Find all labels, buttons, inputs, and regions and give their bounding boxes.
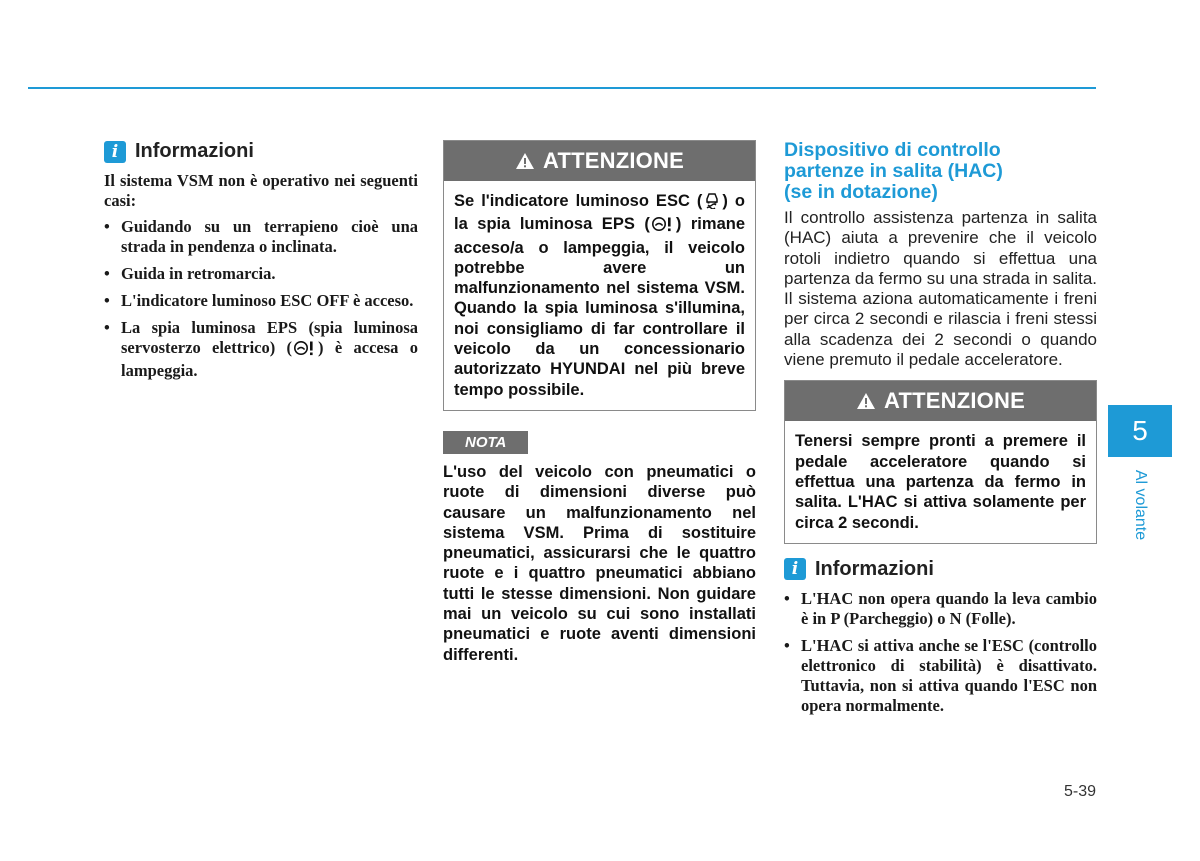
list-item: • L'indicatore luminoso ESC OFF è acceso. [104, 291, 418, 311]
nota-text: L'uso del veicolo con pneumatici o ruote di dimensioni diverse può causare un malfunzionamento nel sistema VSM. Prima di sostituire pneumatici, assicurarsi che le quattro ruote e i quattro pneumatici abbiano tutti le stesse dimensioni. Non guidare mai un veicolo su cui sono installati pneumatici e ruote aventi dimensioni differenti. [443, 462, 756, 664]
hac-description: Il controllo assistenza partenza in salita (HAC) aiuta a prevenire che il veicolo rotoli indietro quando si effettua una partenza da fermo su una strada in salita. Il sistema aziona automaticamente i freni per circa 2 secondi e rilascia i freni stessi alla scadenza dei 2 secondi o quando viene premuto il pedale acceleratore. [784, 208, 1097, 370]
warning-text-part: Se l'indicatore luminoso ESC ( [454, 192, 703, 210]
section-title [784, 140, 1097, 203]
page-number: 5-39 [1063, 783, 1096, 800]
title-line: (se in dotazione) [784, 181, 938, 203]
info-icon: i [784, 558, 806, 580]
warning-header [444, 141, 755, 181]
list-item-text-b: ) è accesa o lampeggia. [121, 338, 418, 380]
list-item-text-a: La spia luminosa EPS (spia luminosa servosterzo elettrico) ( [121, 318, 418, 357]
chapter-number-tab: 5 [1108, 405, 1172, 457]
list-item: • L'HAC si attiva anche se l'ESC (controllo elettronico di stabilità) è disattivato. Tuttavia, non si attiva quando l'ESC non opera normalmente. [784, 636, 1097, 716]
chapter-label: Al volante [1132, 469, 1149, 541]
warning-triangle-icon [515, 152, 535, 170]
warning-title: ATTENZIONE [543, 148, 684, 173]
middle-column [443, 140, 756, 665]
warning-text: Tenersi sempre pronti a premere il pedale acceleratore quando si effettua una partenza da fermo in salita. L'HAC si attiva solamente per circa 2 secondi. [795, 432, 1086, 532]
warning-box [784, 380, 1097, 543]
nota-label: NOTA [443, 431, 528, 454]
info-icon: i [104, 141, 126, 163]
eps-warning-icon [294, 340, 316, 361]
title-line: partenze in salita (HAC) [784, 160, 1003, 182]
info-heading [784, 558, 1097, 581]
right-column [784, 140, 1097, 723]
warning-text-part: ) o la spia luminosa EPS ( [454, 192, 745, 234]
info-title: Informazioni [815, 557, 934, 580]
info-intro: Il sistema VSM non è operativo nei seguenti casi: [104, 171, 418, 210]
list-item [104, 318, 418, 381]
warning-title: ATTENZIONE [884, 388, 1025, 414]
header-rule [28, 87, 1096, 89]
list-item: • L'HAC non opera quando la leva cambio è in P (Parcheggio) o N (Folle). [784, 589, 1097, 629]
warning-header [785, 381, 1096, 421]
warning-text [444, 181, 755, 410]
list-item: • Guidando su un terrapieno cioè una strada in pendenza o inclinata. [104, 217, 418, 257]
info-list [784, 589, 1097, 716]
info-list [104, 217, 418, 381]
left-column [104, 140, 418, 388]
esc-indicator-icon [704, 191, 720, 214]
info-title: Informazioni [135, 140, 254, 162]
list-item: • Guida in retromarcia. [104, 264, 418, 284]
title-line: Dispositivo di controllo [784, 139, 1001, 161]
warning-box [443, 140, 756, 411]
eps-warning-icon [652, 216, 674, 237]
warning-triangle-icon [856, 392, 876, 410]
warning-text-part: ) rimane acceso/a o lampeggia, il veicolo potrebbe avere un malfunzionamento nel sistema VSM. Quando la spia luminosa s'illumina, noi consigliamo di far controllare il veicolo da un concessionario autorizzato HYUNDAI nel più breve tempo possibile. [454, 215, 745, 399]
info-heading [104, 140, 418, 163]
